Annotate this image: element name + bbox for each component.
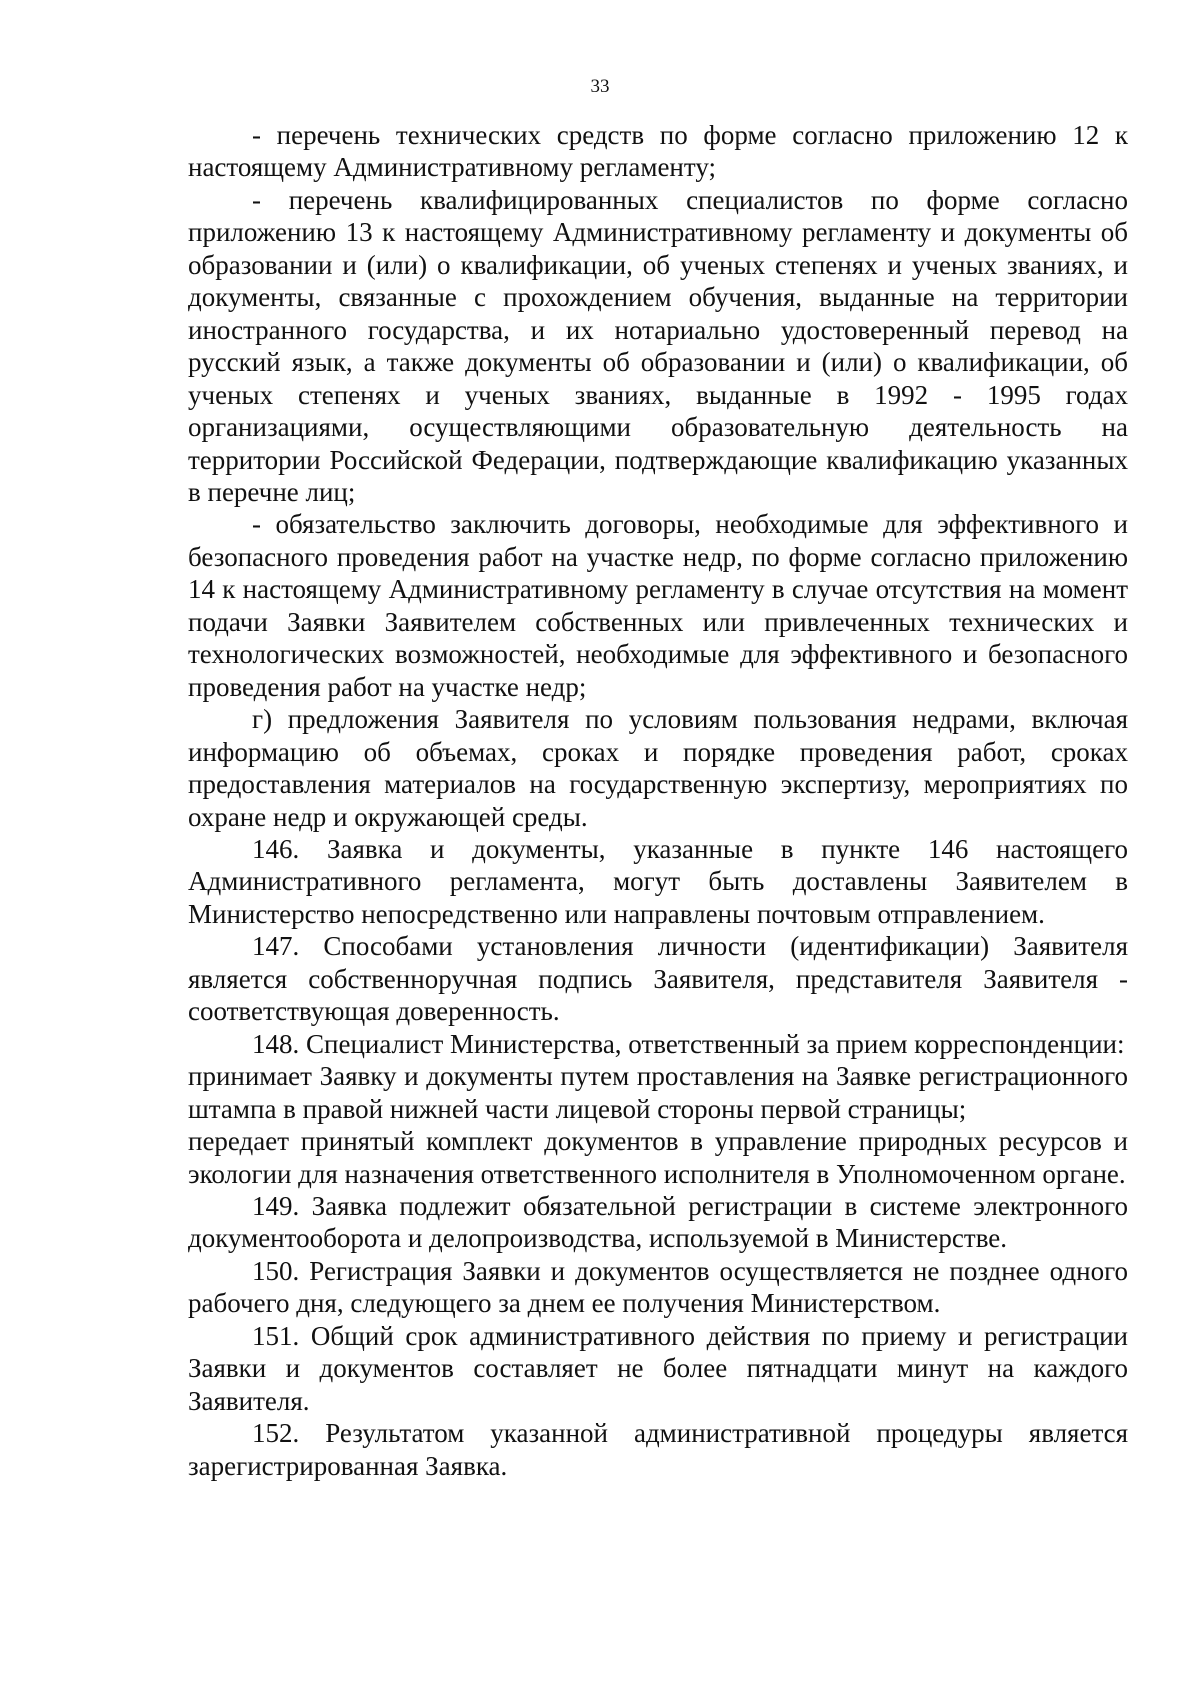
paragraph-150: 150. Регистрация Заявки и документов осуществляется не позднее одного рабочего дня, следующего за днем ее получения Министерством. [188, 1255, 1128, 1319]
paragraph-specialists-list: - перечень квалифицированных специалистов по форме согласно приложению 13 к настоящему Административному регламенту и документы об образовании и (или) о квалификации, об ученых степенях и ученых званиях, и документы, связанные с прохождением обучения, выданные на территории иностранного государства, и их нотариально удостоверенный перевод на русский язык, а также документы об образовании и (или) о квалификации, об ученых степенях и ученых званиях, выданные в 1992 - 1995 годах организациями, осуществляющими образовательную деятельность на территории Российской Федерации, подтверждающие квалификацию указанных в перечне лиц; [188, 184, 1128, 507]
paragraph-148: 148. Специалист Министерства, ответственный за прием корреспонденции: [252, 1028, 1125, 1059]
paragraph-146: 146. Заявка и документы, указанные в пункте 146 настоящего Административного регламента, могут быть доставлены Заявителем в Министерство непосредственно или направлены почтовым отправлением. [188, 833, 1128, 929]
paragraph-147: 147. Способами установления личности (идентификации) Заявителя является собственноручная подпись Заявителя, представителя Заявителя - соответствующая доверенность. [188, 931, 1128, 1027]
paragraph-148-accepts: принимает Заявку и документы путем проставления на Заявке регистрационного штампа в правой нижней части лицевой стороны первой страницы; [188, 1061, 1128, 1124]
paragraph-technical-means-list: - перечень технических средств по форме согласно приложению 12 к настоящему Административному регламенту; [188, 120, 1128, 183]
paragraph-152: 152. Результатом указанной административной процедуры является зарегистрированная Заявка. [188, 1418, 1128, 1481]
paragraph-contract-obligation: - обязательство заключить договоры, необходимые для эффективного и безопасного проведения работ на участке недр, по форме согласно приложению 14 к настоящему Административному регламенту в случае отсутствия на момент подачи Заявки Заявителем собственных или привлеченных технических и технологических возможностей, необходимые для эффективного и безопасного проведения работ на участке недр; [188, 509, 1128, 702]
document-body [188, 119, 1128, 1482]
page-number: 33 [590, 76, 610, 97]
paragraph-151: 151. Общий срок административного действия по приему и регистрации Заявки и документов составляет не более пятнадцати минут на каждого Заявителя. [188, 1320, 1128, 1416]
paragraph-149: 149. Заявка подлежит обязательной регистрации в системе электронного документооборота и делопроизводства, используемой в Министерстве. [188, 1190, 1128, 1254]
paragraph-148-transfers: передает принятый комплект документов в управление природных ресурсов и экологии для назначения ответственного исполнителя в Уполномоченном органе. [188, 1126, 1128, 1189]
paragraph-applicant-proposals: г) предложения Заявителя по условиям пользования недрами, включая информацию об объемах, сроках и порядке проведения работ, сроках предоставления материалов на государственную экспертизу, мероприятиях по охране недр и окружающей среды. [188, 704, 1128, 832]
